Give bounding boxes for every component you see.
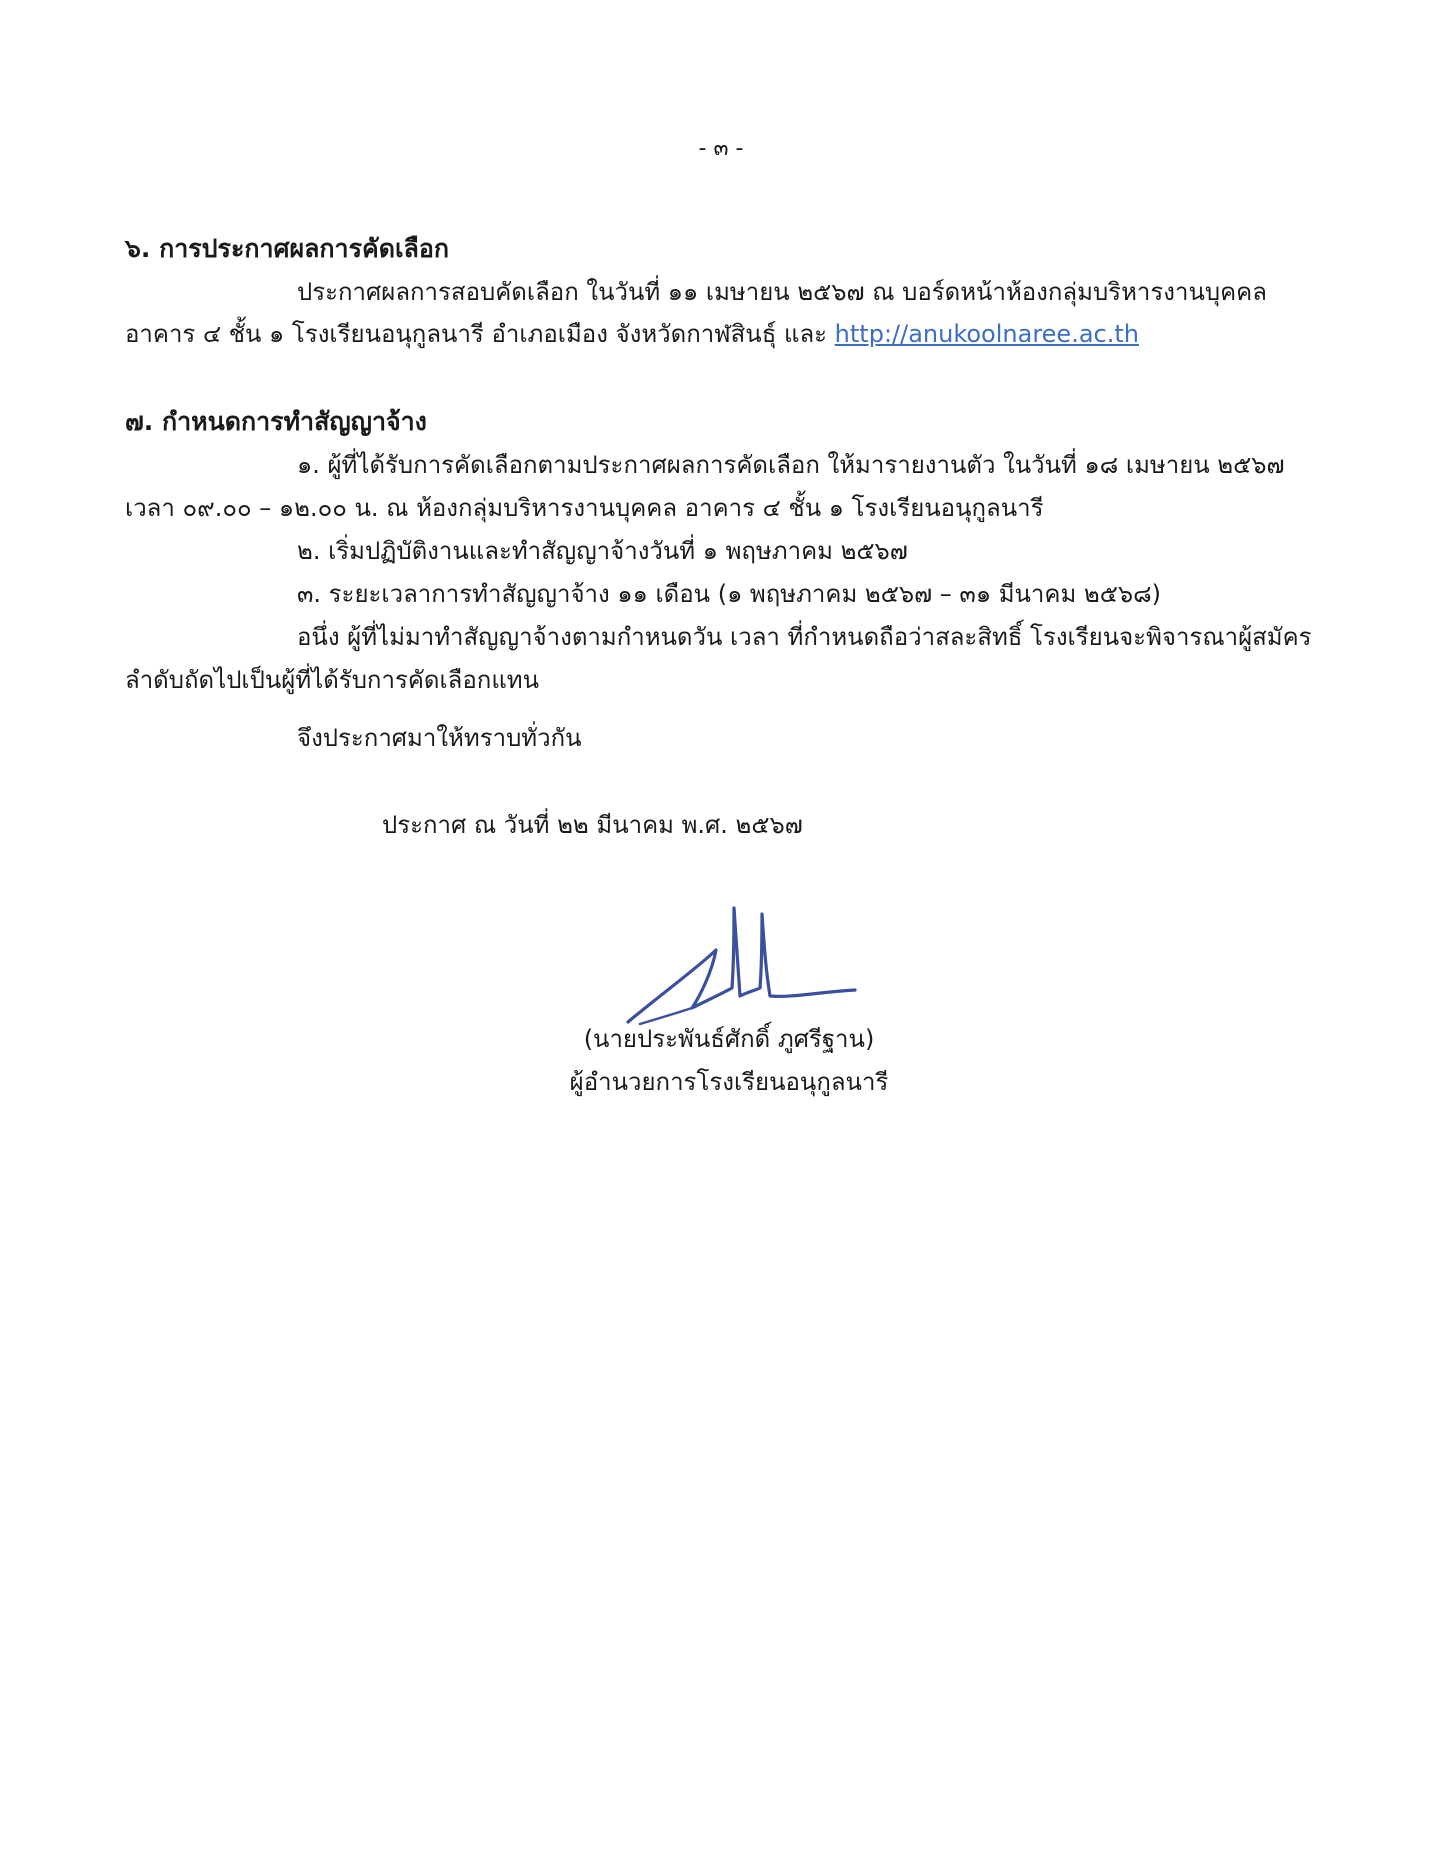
section-7-item-2: ๒. เริ่มปฏิบัติงานและทำสัญญาจ้างวันที่ ๑ พฤษภาคม ๒๕๖๗ <box>297 537 908 565</box>
section-7-item-1-line-2: เวลา ๐๙.๐๐ – ๑๒.๐๐ น. ณ ห้องกลุ่มบริหารงานบุคคล อาคาร ๔ ชั้น ๑ โรงเรียนอนุกูลนารี <box>125 494 1044 522</box>
page-number: - ๓ - <box>698 136 744 161</box>
director-signature <box>620 900 870 1040</box>
announcement-date: ประกาศ ณ วันที่ ๒๒ มีนาคม พ.ศ. ๒๕๖๗ <box>382 811 803 839</box>
section-6-line-2 <box>125 317 1139 351</box>
section-7-item-3: ๓. ระยะเวลาการทำสัญญาจ้าง ๑๑ เดือน (๑ พฤษภาคม ๒๕๖๗ – ๓๑ มีนาคม ๒๕๖๘) <box>297 580 1161 608</box>
section-7-item-1-line-1: ๑. ผู้ที่ได้รับการคัดเลือกตามประกาศผลการคัดเลือก ให้มารายงานตัว ในวันที่ ๑๘ เมษายน ๒๕๖๗ <box>297 451 1285 479</box>
school-website-link[interactable]: http://anukoolnaree.ac.th <box>834 320 1139 348</box>
signer-position: ผู้อำนวยการโรงเรียนอนุกูลนารี <box>569 1068 889 1096</box>
section-7-heading: ๗. กำหนดการทำสัญญาจ้าง <box>125 407 427 436</box>
section-6-heading: ๖. การประกาศผลการคัดเลือก <box>125 234 449 263</box>
section-7-note-line-1: อนึ่ง ผู้ที่ไม่มาทำสัญญาจ้างตามกำหนดวัน เวลา ที่กำหนดถือว่าสละสิทธิ์ โรงเรียนจะพิจารณาผู้สมัคร <box>297 623 1312 651</box>
signer-name: (นายประพันธ์ศักดิ์ ภูศรีฐาน) <box>583 1025 875 1053</box>
section-6-line-2-text: อาคาร ๔ ชั้น ๑ โรงเรียนอนุกูลนารี อำเภอเมือง จังหวัดกาฬสินธุ์ และ <box>125 320 835 348</box>
section-7-note-line-2: ลำดับถัดไปเป็นผู้ที่ได้รับการคัดเลือกแทน <box>125 666 540 694</box>
section-6-line-1: ประกาศผลการสอบคัดเลือก ในวันที่ ๑๑ เมษายน ๒๕๖๗ ณ บอร์ดหน้าห้องกลุ่มบริหารงานบุคคล <box>297 278 1267 306</box>
closing-statement: จึงประกาศมาให้ทราบทั่วกัน <box>297 724 582 752</box>
